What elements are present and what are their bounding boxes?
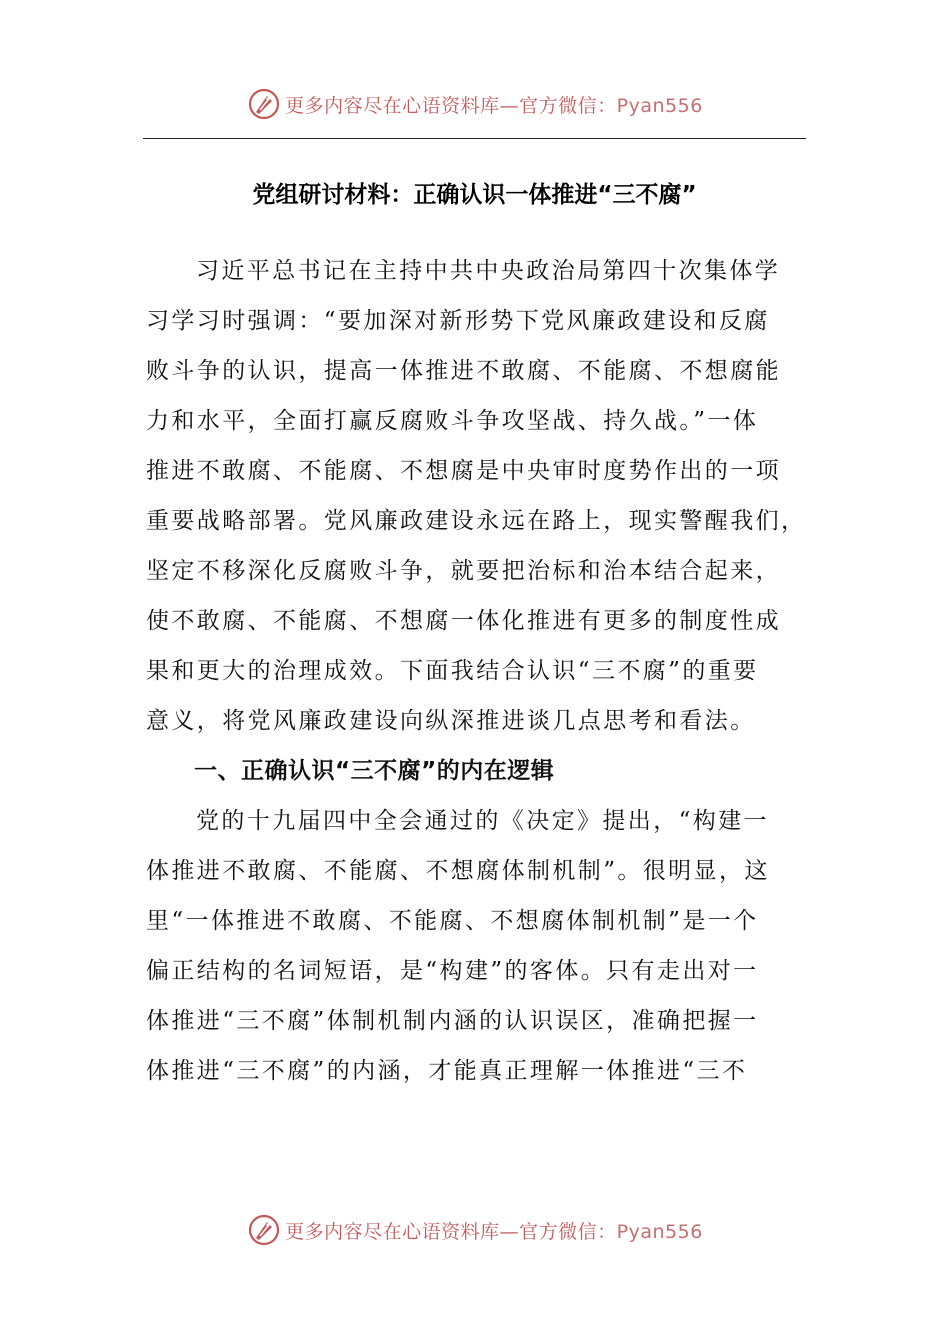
section-heading: 一、正确认识“三不腐”的内在逻辑 bbox=[194, 758, 555, 784]
body-line: 偏正结构的名词短语，是“构建”的客体。只有走出对一 bbox=[146, 958, 759, 984]
body-line: 体推进不敢腐、不能腐、不想腐体制机制”。很明显，这 bbox=[146, 858, 770, 884]
body-line: 果和更大的治理成效。下面我结合认识“三不腐”的重要 bbox=[146, 658, 759, 684]
document-title: 党组研讨材料：正确认识一体推进“三不腐” bbox=[252, 182, 697, 208]
header-banner-text bbox=[285, 91, 703, 118]
body-line: 使不敢腐、不能腐、不想腐一体化推进有更多的制度性成 bbox=[146, 608, 781, 634]
body-line: 党的十九届四中全会通过的《决定》提出，“构建一 bbox=[196, 808, 769, 834]
document-body bbox=[146, 246, 806, 1096]
body-line: 重要战略部署。党风廉政建设永远在路上，现实警醒我们， bbox=[146, 508, 807, 534]
footer-banner-label: 更多内容尽在心语资料库—官方微信： bbox=[285, 1220, 617, 1243]
footer-banner bbox=[0, 1210, 950, 1250]
body-line: 体推进“三不腐”的内涵，才能真正理解一体推进“三不 bbox=[146, 1058, 748, 1084]
footer-wechat-id: Pyan556 bbox=[616, 1220, 703, 1243]
header-banner bbox=[0, 84, 950, 124]
body-line: 体推进“三不腐”体制机制内涵的认识误区，准确把握一 bbox=[146, 1008, 759, 1034]
body-line: 败斗争的认识，提高一体推进不敢腐、不能腐、不想腐能 bbox=[146, 358, 781, 384]
pen-nib-circle-icon bbox=[247, 1213, 281, 1247]
header-banner-label: 更多内容尽在心语资料库—官方微信： bbox=[285, 94, 617, 117]
body-line: 力和水平，全面打赢反腐败斗争攻坚战、持久战。”一体 bbox=[146, 408, 759, 434]
footer-banner-text bbox=[285, 1217, 703, 1244]
body-line: 推进不敢腐、不能腐、不想腐是中央审时度势作出的一项 bbox=[146, 458, 781, 484]
body-line: 习学习时强调：“要加深对新形势下党风廉政建设和反腐 bbox=[146, 308, 770, 334]
header-divider bbox=[143, 138, 806, 139]
body-line: 里“一体推进不敢腐、不能腐、不想腐体制机制”是一个 bbox=[146, 908, 759, 934]
body-line: 意义，将党风廉政建设向纵深推进谈几点思考和看法。 bbox=[146, 708, 756, 734]
body-line: 坚定不移深化反腐败斗争，就要把治标和治本结合起来， bbox=[146, 558, 781, 584]
body-line: 习近平总书记在主持中共中央政治局第四十次集体学 bbox=[196, 258, 781, 284]
pen-nib-circle-icon bbox=[247, 87, 281, 121]
header-wechat-id: Pyan556 bbox=[616, 94, 703, 117]
